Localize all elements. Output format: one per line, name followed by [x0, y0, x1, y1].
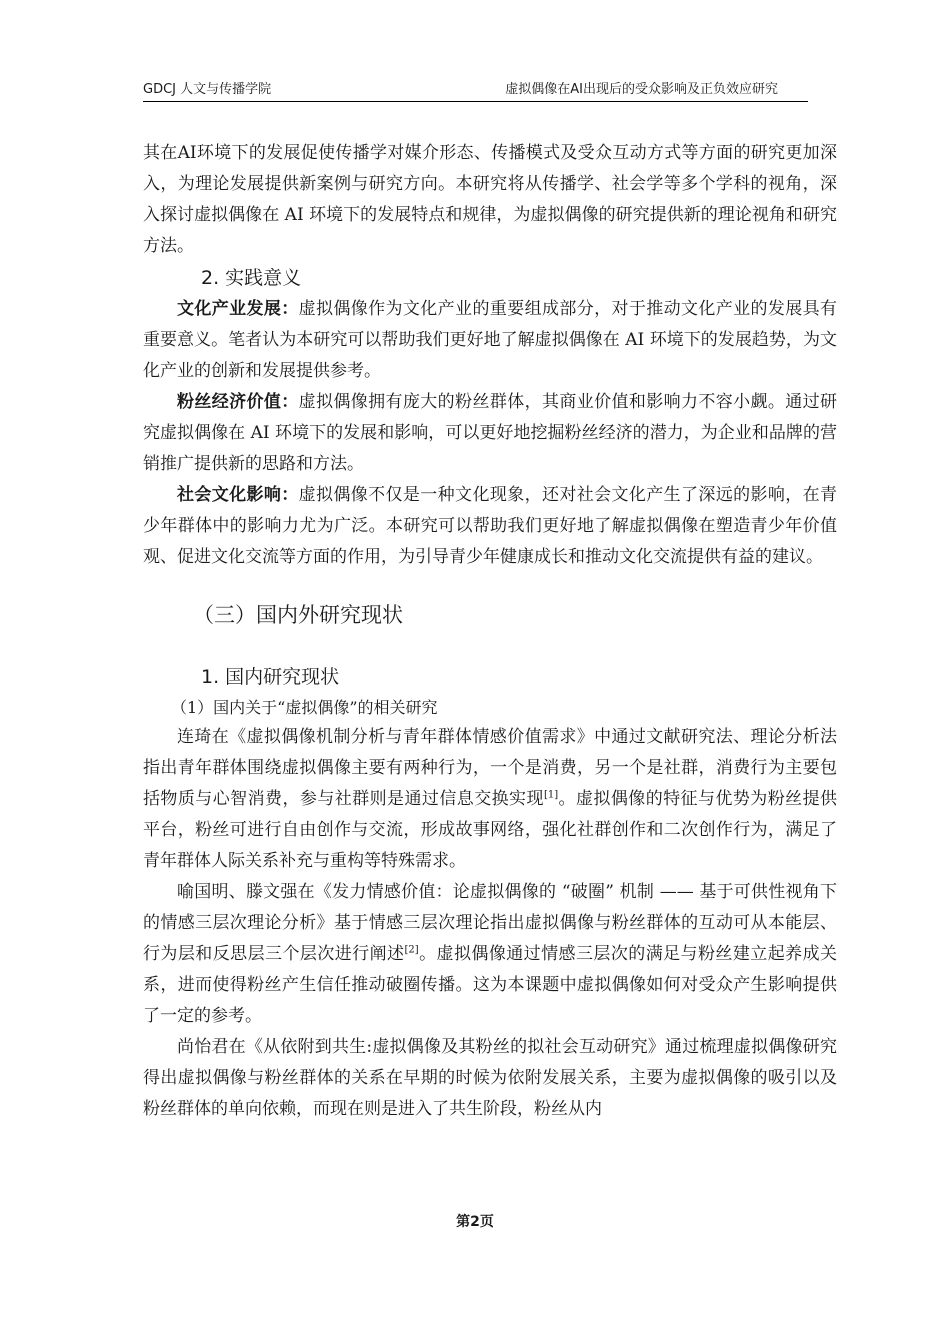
- page-body: [143, 138, 837, 1125]
- heading-practical-significance: 2. 实践意义: [201, 267, 302, 289]
- paragraph-fan-economy: [143, 387, 837, 480]
- paragraph-theory-continued: 其在AI环境下的发展促使传播学对媒介形态、传播模式及受众互动方式等方面的研究更加深入，为理论发展提供新案例与研究方向。本研究将从传播学、社会学等多个学科的视角，深入探讨虚拟偶像在 AI 环境下的发展特点和规律，为虚拟偶像的研究提供新的理论视角和研究方法。: [143, 143, 837, 256]
- paragraph-yu-guoming: [143, 877, 837, 1032]
- heading-domestic-research: 1. 国内研究现状: [201, 666, 340, 688]
- paragraph-lian-qi: [143, 722, 837, 877]
- text-yu-guoming-a: 喻国明、滕文强在《发力情感价值：论虚拟偶像的 “破圈” 机制 —— 基于可供性视角下的情感三层次理论分析》基于情感三层次理论指出虚拟偶像与粉丝群体的互动可从本能层、行为层和反思层三个层次进行阐述: [143, 882, 837, 964]
- text-cultural-industry: 虚拟偶像作为文化产业的重要组成部分，对于推动文化产业的发展具有重要意义。笔者认为本研究可以帮助我们更好地了解虚拟偶像在 AI 环境下的发展趋势，为文化产业的创新和发展提供参考。: [143, 299, 838, 381]
- keyword-fan-economy: 粉丝经济价值：: [177, 392, 299, 412]
- heading-research-status: （三）国内外研究现状: [193, 603, 403, 627]
- paragraph-shang-yijun: 尚怡君在《从依附到共生:虚拟偶像及其粉丝的拟社会互动研究》通过梳理虚拟偶像研究得出虚拟偶像与粉丝群体的关系在早期的时候为依附发展关系，主要为虚拟偶像的吸引以及粉丝群体的单向依赖，而现在则是进入了共生阶段，粉丝从内: [143, 1037, 837, 1119]
- paragraph-social-culture: [143, 480, 837, 573]
- header-paper-title: 虚拟偶像在AI出现后的受众影响及正负效应研究: [505, 82, 778, 97]
- header-institution: GDCJ 人文与传播学院: [143, 82, 272, 97]
- subheading-virtual-idol-research: （1）国内关于“虚拟偶像”的相关研究: [171, 698, 438, 717]
- text-fan-economy: 虚拟偶像拥有庞大的粉丝群体，其商业价值和影响力不容小觑。通过研究虚拟偶像在 AI 环境下的发展和影响，可以更好地挖掘粉丝经济的潜力，为企业和品牌的营销推广提供新的思路和方法。: [143, 392, 838, 474]
- paragraph-cultural-industry: [143, 294, 837, 387]
- text-lian-qi-a: 连琦在《虚拟偶像机制分析与青年群体情感价值需求》中通过文献研究法、理论分析法指出青年群体围绕虚拟偶像主要有两种行为，一个是消费，另一个是社群，消费行为主要包括物质与心智消费，参与社群则是通过信息交换实现: [143, 727, 837, 809]
- page-number: 第2页: [456, 1214, 494, 1230]
- keyword-social-culture: 社会文化影响：: [177, 485, 299, 505]
- keyword-cultural-industry: 文化产业发展：: [177, 299, 299, 319]
- text-yu-guoming-b: 。虚拟偶像通过情感三层次的满足与粉丝建立起养成关系，进而使得粉丝产生信任推动破圈传播。这为本课题中虚拟偶像如何对受众产生影响提供了一定的参考。: [143, 944, 838, 1026]
- text-social-culture: 虚拟偶像不仅是一种文化现象，还对社会文化产生了深远的影响，在青少年群体中的影响力尤为广泛。本研究可以帮助我们更好地了解虚拟偶像在塑造青少年价值观、促进文化交流等方面的作用，为引导青少年健康成长和推动文化交流提供有益的建议。: [143, 485, 838, 567]
- page-header: [143, 78, 808, 100]
- text-lian-qi-b: 。虚拟偶像的特征与优势为粉丝提供平台，粉丝可进行自由创作与交流，形成故事网络，强化社群创作和二次创作行为，满足了青年群体人际关系补充与重构等特殊需求。: [143, 789, 838, 871]
- reference-1: [1]: [543, 789, 559, 801]
- header-rule: [143, 101, 808, 102]
- reference-2: [2]: [404, 944, 419, 956]
